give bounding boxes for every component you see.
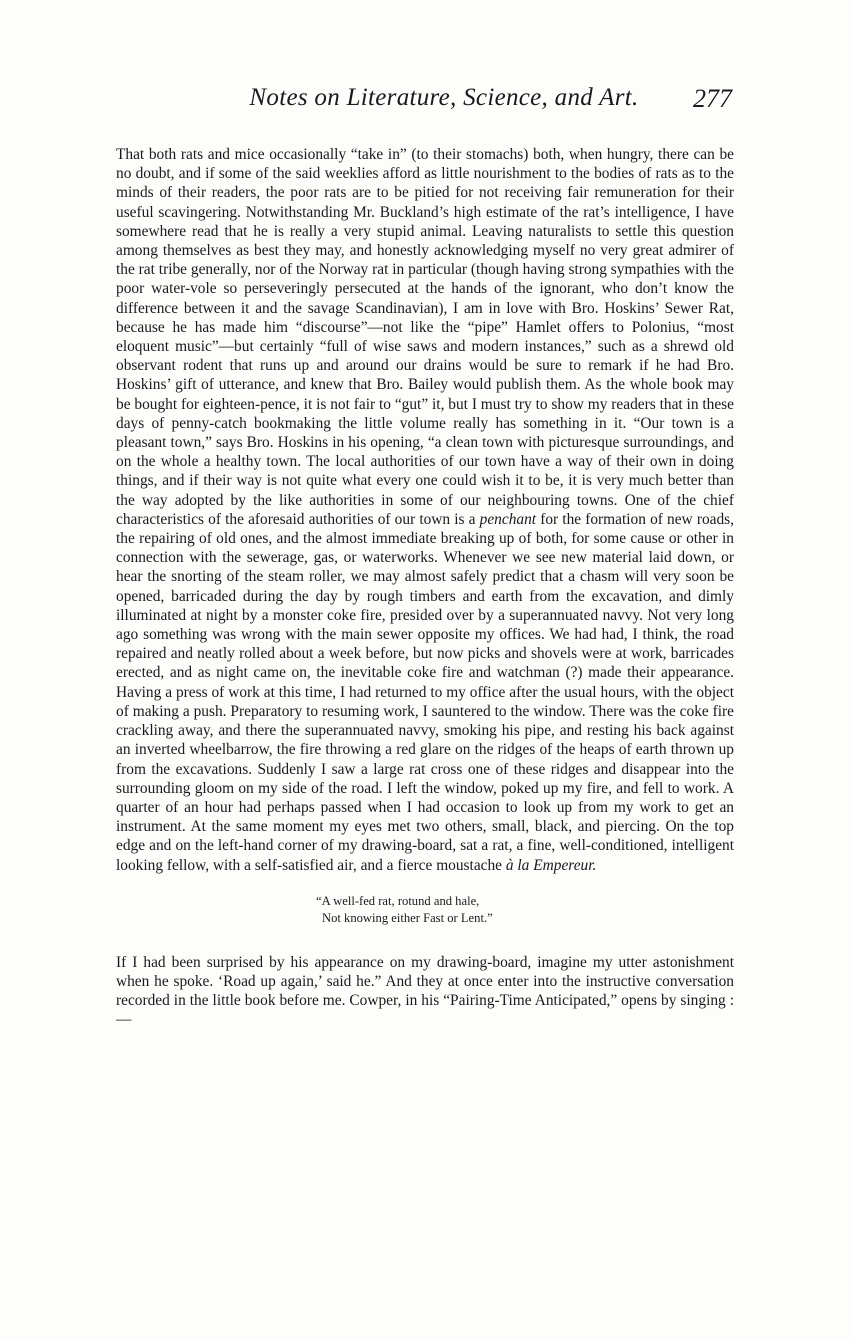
page-number: 277 [693,84,732,113]
paragraph-1-part-b: for the formation of new roads, the repairing of old ones, and the almost immediate breaking up of both, for some cause or other in connection with the sewerage, gas, or waterworks. Whenever we see new material laid down, or hear the snorting of the steam roller, we may almost safely predict that a chasm will very soon be opened, barricaded during the day by rough timbers and earth from the excavation, and dimly illuminated at night by a monster coke fire, presided over by a superannuated navvy. Not very long ago something was wrong with the main sewer opposite my offices. We had had, I think, the road repaired and neatly rolled about a week before, but now picks and shovels were at work, barricades erected, and as night came on, the inevitable coke fire and watchman (?) made their appearance. Having a press of work at this time, I had returned to my office after the usual hours, with the object of making a push. Preparatory to resuming work, I sauntered to the window. There was the coke fire crackling away, and there the superannuated navvy, smoking his pipe, and resting his back against an inverted wheelbarrow, the fire throwing a red glare on the ridges of the heaps of earth thrown up from the excavations. Suddenly I saw a large rat cross one of these ridges and disappear into the surrounding gloom on my side of the road. I left the window, poked up my fire, and fell to work. A quarter of an hour had perhaps passed when I had occasion to look up from my work to get an instrument. At the same moment my eyes met two others, small, black, and piercing. On the top edge and on the left-hand corner of my drawing-board, sat a rat, a fine, well-conditioned, intelligent looking fellow, with a self-satisfied air, and a fierce moustache [116,510,734,874]
paragraph-1 [116,145,734,875]
verse-quote [116,893,734,927]
running-title: Notes on Literature, Science, and Art. [249,84,639,111]
a-la-phrase: à la [505,856,530,874]
verse-line-2: Not knowing either Fast or Lent.” [322,910,493,925]
body-text [116,145,734,1030]
page-header [116,84,732,124]
paragraph-1-part-a: That both rats and mice occasionally “take in” (to their stomachs) both, when hungry, there can be no doubt, and if some of the said weeklies afford as little nourishment to the bodies of rats as to the minds of their readers, the poor rats are to be pitied for not receiving fair remuneration for their useful scavingering. Notwithstanding Mr. Buckland’s high estimate of the rat’s intelligence, I have somewhere read that he is really a very stupid animal. Leaving naturalists to settle this question among themselves as best they may, and honestly acknowledging myself no very great admirer of the rat tribe generally, nor of the Norway rat in particular (though having strong sympathies with the poor water-vole so perseveringly persecuted at the hands of the ignorant, who don’t know the difference between it and the savage Scandinavian), I am in love with Bro. Hoskins’ Sewer Rat, because he has made him “discourse”—not like the “pipe” Hamlet offers to Polonius, “most eloquent music”—but certainly “full of wise saws and modern instances,” such as a shrewd old observant rodent that runs up and around our drains would be sure to remark if he had Bro. Hoskins’ gift of utterance, and knew that Bro. Bailey would publish them. As the whole book may be bought for eighteen-pence, it is not fair to “gut” it, but I must try to show my readers that in these days of penny-catch bookmaking the little volume really has something in it. “Our town is a pleasant town,” says Bro. Hoskins in his opening, “a clean town with picturesque surroundings, and on the whole a healthy town. The local authorities of our town have a way of their own in doing things, and if their way is not quite what every one could wish it to be, it is very much better than the way adopted by the like authorities in some of our neighbouring towns. One of the chief characteristics of the aforesaid authorities of our town is a [116,146,734,528]
verse-line-1: “A well-fed rat, rotund and hale, [316,893,480,908]
penchant-word: penchant [479,510,537,528]
paragraph-2: If I had been surprised by his appearance on my drawing-board, imagine my utter astonishment when he spoke. ‘Road up again,’ said he.” And they at once enter into the instructive conversation recorded in the little book before me. Cowper, in his “Pairing-Time Anticipated,” opens by singing :— [116,953,734,1029]
empereur-word: Empereur. [533,856,597,874]
